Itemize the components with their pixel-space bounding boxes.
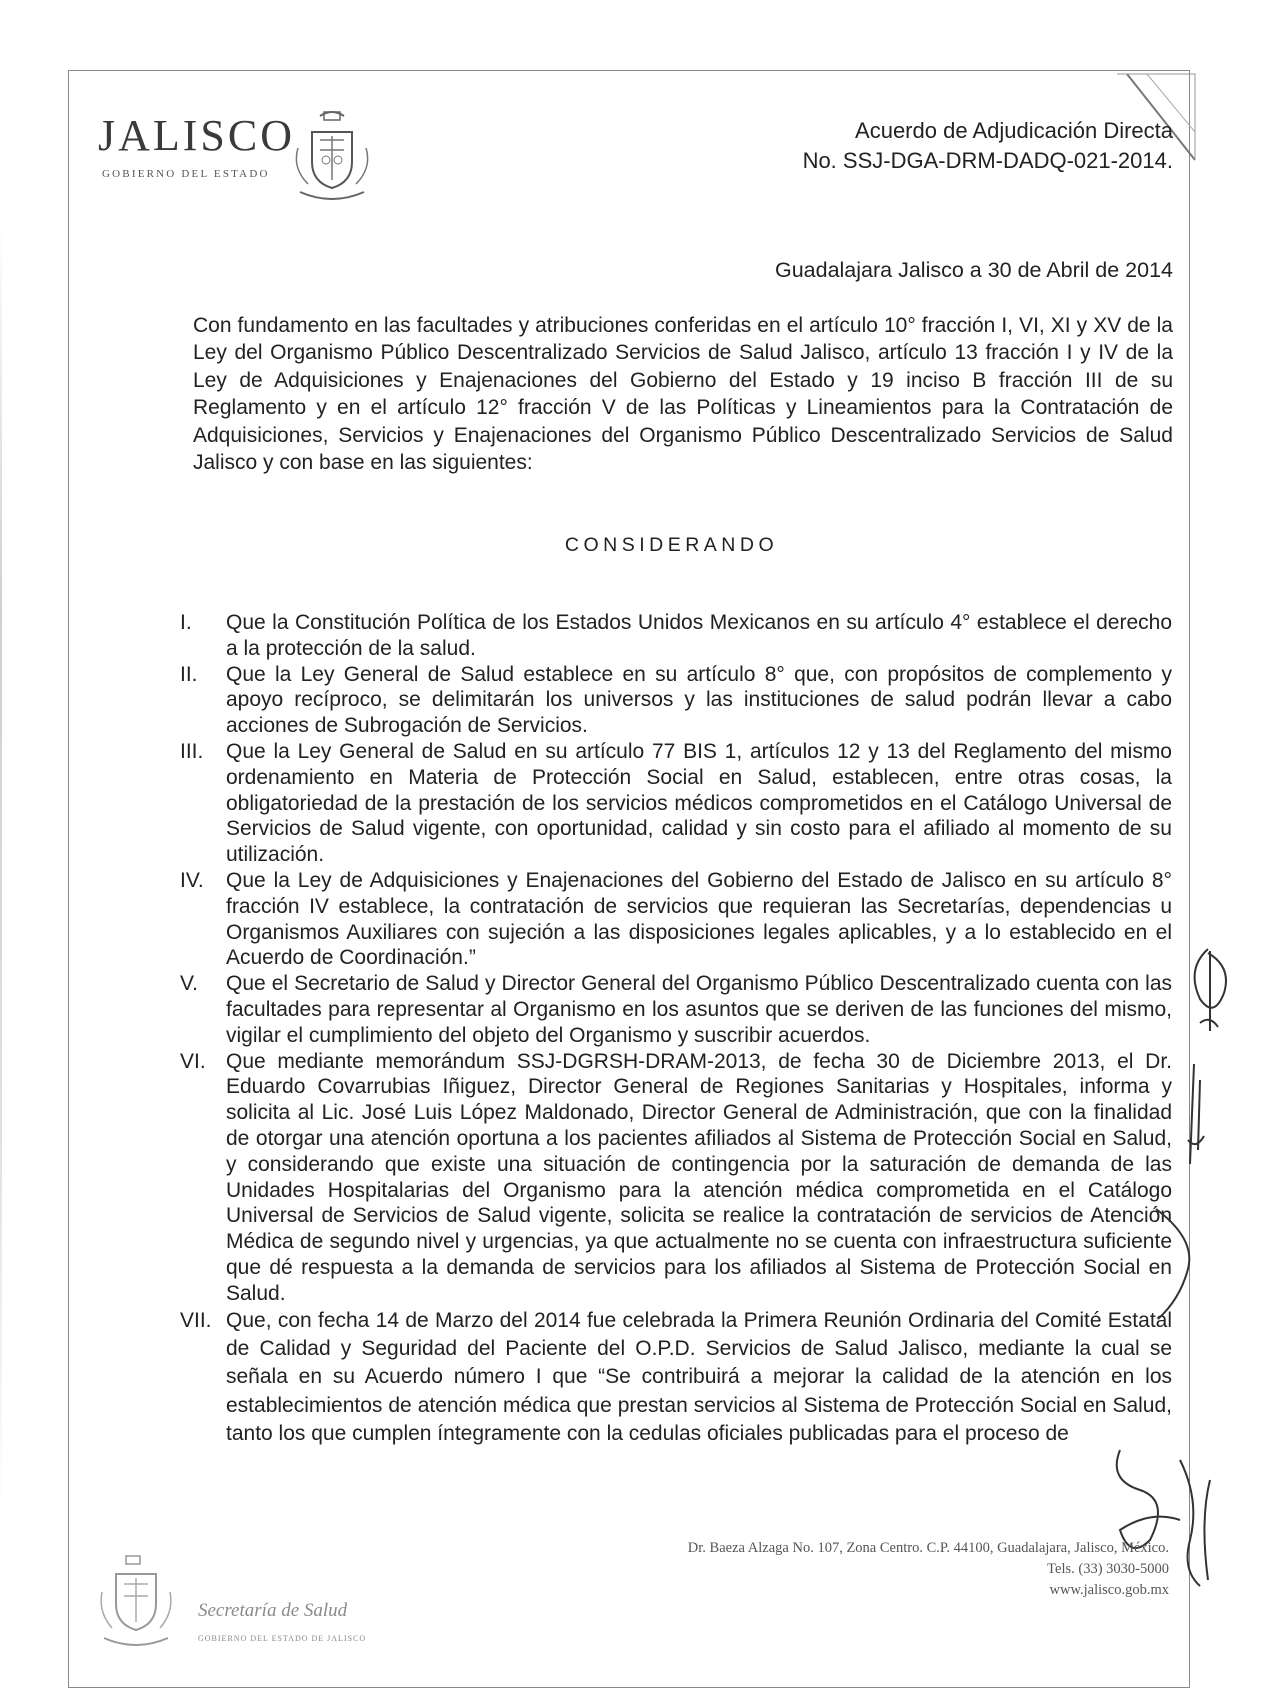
item-text: Que la Ley de Adquisiciones y Enajenaciones del Gobierno del Estado de Jalisco en su artículo 8° fracción IV establece, la contratación de servicios que requieran las Secretarías, dependencias u Organismos Auxiliares con sujeción a las disposiciones legales aplicables, y a lo establecido en el Acuerdo de Coordinación.” xyxy=(226,868,1172,970)
footer-address: Dr. Baeza Alzaga No. 107, Zona Centro. C.P. 44100, Guadalajara, Jalisco, México. xyxy=(687,1540,1169,1556)
considerando-item xyxy=(180,868,1172,971)
coat-of-arms-icon xyxy=(290,108,374,200)
logo-wordmark: JALISCO xyxy=(98,111,296,160)
section-title: CONSIDERANDO xyxy=(564,534,779,556)
scan-edge xyxy=(0,220,2,1520)
margin-initial-signature xyxy=(1174,1060,1214,1170)
footer-phone: Tels. (33) 3030-5000 xyxy=(1047,1561,1169,1577)
item-text: Que la Constitución Política de los Estados Unidos Mexicanos en su artículo 4° establece el derecho a la protección de la salud. xyxy=(226,611,1172,660)
footer-gobierno: GOBIERNO DEL ESTADO DE JALISCO xyxy=(198,1634,367,1643)
considerando-item xyxy=(180,1049,1172,1307)
item-number: V. xyxy=(180,972,198,996)
coat-of-arms-icon xyxy=(98,1552,178,1652)
item-text: Que la Ley General de Salud establece en su artículo 8° que, con propósitos de complemento y apoyo recíproco, se delimitarán los universos y las instituciones de salud podrán llevar a cabo acciones de Subrogación de Servicios. xyxy=(226,662,1172,738)
item-text: Que, con fecha 14 de Marzo del 2014 fue celebrada la Primera Reunión Ordinaria del Comité Estatal de Calidad y Seguridad del Paciente del O.P.D. Servicios de Salud Jalisco, mediante la cual se señala en su Acuerdo número I que “Se contribuirá a mejorar la calidad de la atención en los establecimientos de atención médica que prestan servicios al Sistema de Protección Social en Salud, tanto los que cumplen íntegramente con la cedulas oficiales publicadas para el proceso de xyxy=(226,1308,1172,1446)
item-text: Que la Ley General de Salud en su artículo 77 BIS 1, artículos 12 y 13 del Reglamento del mismo ordenamiento en Materia de Protección Social en Salud, establecen, entre otras cosas, la obligatoriedad de la prestación de los servicios médicos comprometidos en el Catálogo Universal de Servicios de Salud vigente, con oportunidad, calidad y sin costo para el afiliado al momento de su utilización. xyxy=(226,739,1172,867)
item-number: VII. xyxy=(180,1308,212,1332)
document-type: Acuerdo de Adjudicación Directa xyxy=(855,118,1173,143)
item-text: Que el Secretario de Salud y Director General del Organismo Público Descentralizado cuenta con las facultades para representar al Organismo en los asuntos que se deriven de las funciones del mismo, vigilar el cumplimiento del objeto del Organismo y suscribir acuerdos. xyxy=(226,972,1172,1047)
margin-initial-signature xyxy=(1180,945,1240,1035)
considerando-item xyxy=(180,1307,1172,1449)
footer-website: www.jalisco.gob.mx xyxy=(1049,1582,1169,1598)
logo-subtitle: GOBIERNO DEL ESTADO xyxy=(102,168,270,180)
considerandos-list xyxy=(180,610,1172,1449)
item-text: Que mediante memorándum SSJ-DGRSH-DRAM-2013, de fecha 30 de Diciembre 2013, el Dr. Eduardo Covarrubias Iñiguez, Director General de Regiones Sanitarias y Hospitales, informa y solicita al Lic. José Luis López Maldonado, Director General de Administración, que con la finalidad de otorgar una atención oportuna a los pacientes afiliados al Sistema de Protección Social en Salud, y considerando que existe una situación de contingencia por la saturación de demanda de las Unidades Hospitalarias del Organismo para la atención médica comprometida en el Catálogo Universal de Servicios de Salud vigente, solicita se realice la contratación de servicios de Atención Médica de segundo nivel y urgencias, ya que actualmente no se cuenta con infraestructura suficiente que dé respuesta a la demanda de servicios para los afiliados al Sistema de Protección Social en Salud. xyxy=(226,1049,1172,1305)
jalisco-logo xyxy=(98,110,378,190)
document-number: No. SSJ-DGA-DRM-DADQ-021-2014. xyxy=(802,148,1173,173)
item-number: VI. xyxy=(180,1049,206,1073)
footer-secretaria: Secretaría de Salud xyxy=(198,1600,348,1621)
document-reference xyxy=(803,116,1173,176)
intro-paragraph: Con fundamento en las facultades y atribuciones conferidas en el artículo 10° fracción I, VI, XI y XV de la Ley del Organismo Público Descentralizado Servicios de Salud Jalisco, artículo 13 fracción I y IV de la Ley de Adquisiciones y Enajenaciones del Gobierno del Estado y 19 inciso B fracción III de su Reglamento y en el artículo 12° fracción V de las Políticas y Lineamientos para la Contratación de Adquisiciones, Servicios y Enajenaciones del Organismo Público Descentralizado Servicios de Salud Jalisco y con base en las siguientes: xyxy=(193,314,1173,475)
item-number: I. xyxy=(180,611,192,634)
item-number: II. xyxy=(180,662,198,686)
date-line: Guadalajara Jalisco a 30 de Abril de 2014 xyxy=(774,258,1173,282)
considerando-item xyxy=(180,610,1172,662)
footer-contact xyxy=(688,1538,1169,1601)
footer-logo xyxy=(98,1552,368,1662)
considerando-item xyxy=(180,662,1172,739)
item-number: IV. xyxy=(180,868,204,892)
margin-bracket-mark xyxy=(1150,1205,1210,1325)
considerando-item xyxy=(180,971,1172,1048)
considerando-item xyxy=(180,739,1172,868)
item-number: III. xyxy=(180,739,204,763)
